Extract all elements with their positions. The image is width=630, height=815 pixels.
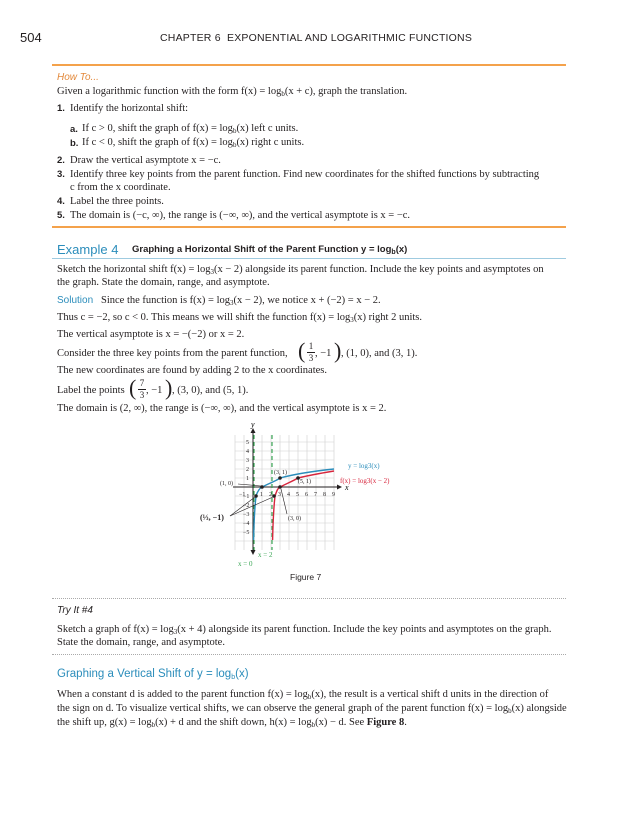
xtick-4: 4 <box>287 492 290 498</box>
label-5-1: (5, 1) <box>298 479 311 485</box>
step-1a-text: If c > 0, shift the graph of $f(x) = \log_b(x)$ left c units. <box>82 123 299 135</box>
solution-label-text: Label the points <box>57 385 125 396</box>
step-3-number: 3. <box>57 169 65 180</box>
y-axis-label: y <box>251 420 255 429</box>
step-3-line2: c from the x coordinate. <box>70 182 171 193</box>
ytick-neg3: −3 <box>243 512 250 518</box>
tryit-label: Try It #4 <box>57 605 93 616</box>
vshift-line3: the shift up, $g(x) = \log_b(x) + d$ and the shift down, $h(x) = \log_b(x) - d$. See Figure 8. <box>57 717 407 729</box>
ytick-neg2: −2 <box>243 503 250 509</box>
label-3-0: (3, 0) <box>288 516 301 522</box>
chapter-number: CHAPTER 6 <box>160 32 221 44</box>
xtick-6: 6 <box>305 492 308 498</box>
tryit-bottom-rule <box>52 654 566 655</box>
step-1b-text: If c < 0, shift the graph of $f(x) = \log_b(x)$ right c units. <box>82 137 305 149</box>
solution-domain: The domain is (2, ∞), the range is (−∞, ∞), and the vertical asymptote is x = 2. <box>57 403 387 414</box>
solution-asymptote: The vertical asymptote is x = −(−2) or x = 2. <box>57 329 245 340</box>
step-1a-letter: a. <box>70 124 78 135</box>
frac1-denominator: 3 <box>308 353 314 363</box>
label-asym-x2: x = 2 <box>258 551 273 559</box>
example-problem-line2: the graph. State the domain, range, and asymptote. <box>57 277 270 288</box>
graph-grid <box>235 435 334 550</box>
keypt1-rest: , −1 <box>315 348 332 359</box>
step-5-number: 5. <box>57 210 65 221</box>
figure-8-ref[interactable]: Figure 8 <box>366 717 405 728</box>
page-number: 504 <box>20 30 42 45</box>
running-head <box>160 32 472 44</box>
tryit-top-rule <box>52 598 566 599</box>
paren-open-1: ( <box>298 338 306 363</box>
paren-open-2: ( <box>129 375 137 400</box>
xtick-9: 9 <box>332 492 335 498</box>
legend-shifted: f(x) = log3(x − 2) <box>340 477 390 485</box>
chapter-title: EXPONENTIAL AND LOGARITHMIC FUNCTIONS <box>226 32 473 44</box>
keypoints-end: , (1, 0), and (3, 1). <box>341 348 418 359</box>
example-rule <box>52 258 566 259</box>
paren-close-2: ) <box>165 375 173 400</box>
frac1-numerator: 1 <box>308 341 314 351</box>
label-frac-point: (⅓, −1) <box>200 513 224 522</box>
label-1-0: (1, 0) <box>220 481 233 487</box>
step-1b-letter: b. <box>70 138 79 149</box>
vshift-line2: the sign on d. To visualize vertical shifts, we can observe the general graph of the parent function $f(x) = \log_b(x)$ alongside <box>57 703 567 715</box>
step-1-text: Identify the horizontal shift: <box>70 103 189 114</box>
vshift-line1: When a constant d is added to the parent function $f(x) = \log_b(x)$, the result is a vertical shift d units in the direction of <box>57 689 549 701</box>
ytick-2: 2 <box>246 467 249 473</box>
point-3-1 <box>278 476 282 480</box>
xtick-7: 7 <box>314 492 317 498</box>
step-3-line1: Identify three key points from the parent function. Find new coordinates for the shifted functions by subtracting <box>70 169 540 180</box>
legend-parent: y = log3(x) <box>348 462 380 470</box>
xtick-neg1: −1 <box>239 492 246 498</box>
step-5-text: The domain is (−c, ∞), the range is (−∞, ∞), and the vertical asymptote is x = −c. <box>70 210 411 221</box>
step-4-text: Label the three points. <box>70 196 164 207</box>
howto-bottom-rule <box>52 226 566 228</box>
section-heading: Graphing a Vertical Shift of $y = \log_b(x)$ <box>57 668 249 681</box>
xtick-8: 8 <box>323 492 326 498</box>
label-asym-x0: x = 0 <box>238 560 253 568</box>
solution-new-coords: The new coordinates are found by adding 2 to the x coordinates. <box>57 365 328 376</box>
leader-1-0 <box>238 484 261 486</box>
label-rest: , −1 <box>146 385 163 396</box>
xtick-2: 2 <box>269 492 272 498</box>
example-problem-line1: Sketch the horizontal shift $f(x) = \log_3(x - 2)$ alongside its parent function. Include the key points and asymptotes on <box>57 264 544 276</box>
xtick-5: 5 <box>296 492 299 498</box>
howto-top-rule <box>52 64 566 66</box>
xtick-3: 3 <box>278 492 281 498</box>
x-axis-label: x <box>345 483 349 492</box>
label-end: , (3, 0), and (5, 1). <box>172 385 249 396</box>
figure-7-graph <box>190 420 420 570</box>
step-2-text: Draw the vertical asymptote x = −c. <box>70 155 221 166</box>
howto-intro: Given a logarithmic function with the form $f(x) = \log_b(x + c)$, graph the translation. <box>57 86 408 98</box>
example-title: Graphing a Horizontal Shift of the Parent Function $y = \log_b(x)$ <box>132 244 408 256</box>
frac2-denominator: 3 <box>139 390 145 400</box>
ytick-3: 3 <box>246 458 249 464</box>
xtick-1: 1 <box>260 492 263 498</box>
x-axis-arrow <box>337 485 342 490</box>
label-3-1: (3, 1) <box>274 470 287 476</box>
y-axis-arrow-down <box>251 550 256 555</box>
solution-keypoints-text: Consider the three key points from the parent function, <box>57 348 288 359</box>
point-3-0 <box>278 485 282 489</box>
step-2-number: 2. <box>57 155 65 166</box>
ytick-1: 1 <box>246 476 249 482</box>
step-1-number: 1. <box>57 103 65 114</box>
step-4-number: 4. <box>57 196 65 207</box>
solution-thus: Thus c = −2, so c < 0. This means we will shift the function $f(x) = \log_3(x)$ right 2 units. <box>57 312 422 324</box>
frac2-numerator: 7 <box>139 378 145 388</box>
ytick-neg4: −4 <box>243 521 250 527</box>
tryit-line1: Sketch a graph of $f(x) = \log_3(x + 4)$ alongside its parent function. Include the key points and asymptotes on the graph. <box>57 624 552 636</box>
ytick-5: 5 <box>246 440 249 446</box>
howto-label: How To... <box>57 72 99 83</box>
ytick-neg1: −1 <box>243 494 250 500</box>
solution-label: Solution <box>57 295 94 306</box>
tryit-line2: State the domain, range, and asymptote. <box>57 637 225 648</box>
paren-close-1: ) <box>334 338 342 363</box>
ytick-4: 4 <box>246 449 249 455</box>
figure-caption: Figure 7 <box>290 572 322 582</box>
ytick-neg5: −5 <box>243 530 250 536</box>
example-label: Example 4 <box>57 242 119 257</box>
solution-line: Solution Since the function is $f(x) = \log_3(x - 2)$, we notice x + (−2) = x − 2. <box>57 295 381 307</box>
